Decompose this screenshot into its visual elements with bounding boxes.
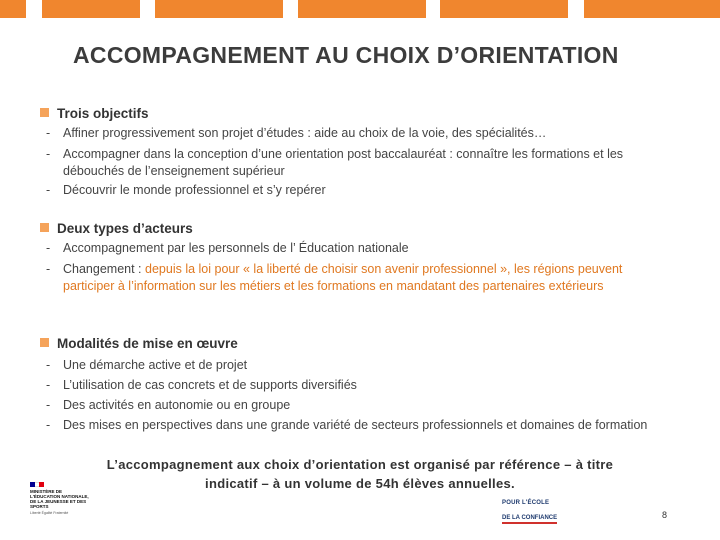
dash-bullet-icon: - (46, 147, 51, 161)
ministry-name: MINISTÈRE DE L'ÉDUCATION NATIONALE, DE LA JEUNESSE ET DES SPORTS (30, 489, 89, 509)
ecole-confiance-logo (502, 500, 592, 524)
list-item-text: Découvrir le monde professionnel et s’y repérer (63, 183, 326, 197)
dash-bullet-icon: - (46, 418, 51, 432)
dash-bullet-icon: - (46, 241, 51, 255)
french-flag-icon (30, 482, 44, 487)
list-item (46, 377, 666, 394)
list-item-text (63, 261, 666, 295)
list-item-text: Affiner progressivement son projet d’études : aide au choix de la voie, des spécialités… (63, 126, 547, 140)
section-heading-objectives (40, 106, 149, 121)
square-bullet-icon (40, 223, 49, 232)
dash-bullet-icon: - (46, 398, 51, 412)
section-heading-actors (40, 221, 193, 236)
list-item (46, 261, 666, 295)
page-number: 8 (662, 510, 668, 520)
dash-bullet-icon: - (46, 358, 51, 372)
dash-bullet-icon: - (46, 126, 51, 140)
top-bar-segment (298, 0, 426, 18)
square-bullet-icon (40, 338, 49, 347)
list-item-text: L’utilisation de cas concrets et de supports diversifiés (63, 378, 357, 392)
section-heading-label: Trois objectifs (57, 106, 149, 121)
conclusion-line: L’accompagnement aux choix d’orientation est organisé par référence – à titre (106, 457, 614, 472)
dash-bullet-icon: - (46, 378, 51, 392)
list-item (46, 397, 666, 414)
list-item (46, 417, 666, 434)
top-bar-segment (42, 0, 140, 18)
section-heading-label: Modalités de mise en œuvre (57, 336, 238, 351)
ministry-logo (30, 482, 90, 515)
list-item-text: Une démarche active et de projet (63, 358, 248, 372)
list-item (46, 125, 666, 142)
conclusion-line: indicatif – à un volume de 54h élèves annuelles. (205, 476, 515, 491)
list-item-text: Accompagnement par les personnels de l’ Éducation nationale (63, 241, 409, 255)
top-bar-segment (0, 0, 26, 18)
list-item-text: Accompagner dans la conception d’une orientation post baccalauréat : connaître les formations et les débouchés de l’enseignement supérieur (63, 147, 624, 178)
dash-bullet-icon: - (46, 183, 51, 197)
top-bar-segment (584, 0, 720, 18)
top-bar-segment (440, 0, 568, 18)
page-title: ACCOMPAGNEMENT AU CHOIX D’ORIENTATION (73, 42, 619, 68)
square-bullet-icon (40, 108, 49, 117)
list-item-label: Changement : (63, 262, 142, 276)
list-item-text: Des activités en autonomie ou en groupe (63, 398, 291, 412)
dash-bullet-icon: - (46, 262, 51, 276)
section-heading-modalities (40, 336, 238, 351)
section-heading-label: Deux types d’acteurs (57, 221, 193, 236)
list-item-text: Des mises en perspectives dans une grande variété de secteurs professionnels et domaines de formation (63, 418, 648, 432)
list-item (46, 182, 666, 199)
logo-line: POUR L'ÉCOLE (502, 500, 550, 506)
list-item (46, 146, 666, 180)
top-bar-segment (155, 0, 283, 18)
ministry-motto: Liberté Égalité Fraternité (30, 511, 69, 515)
conclusion-text (60, 455, 660, 493)
list-item-highlight: depuis la loi pour « la liberté de choisir son avenir professionnel », les régions peuvent participer à l’information sur les métiers et les formations en mandatant des partenaires extérieurs (63, 262, 623, 293)
list-item (46, 240, 666, 257)
list-item (46, 357, 666, 374)
logo-line: DE LA CONFIANCE (502, 515, 557, 524)
